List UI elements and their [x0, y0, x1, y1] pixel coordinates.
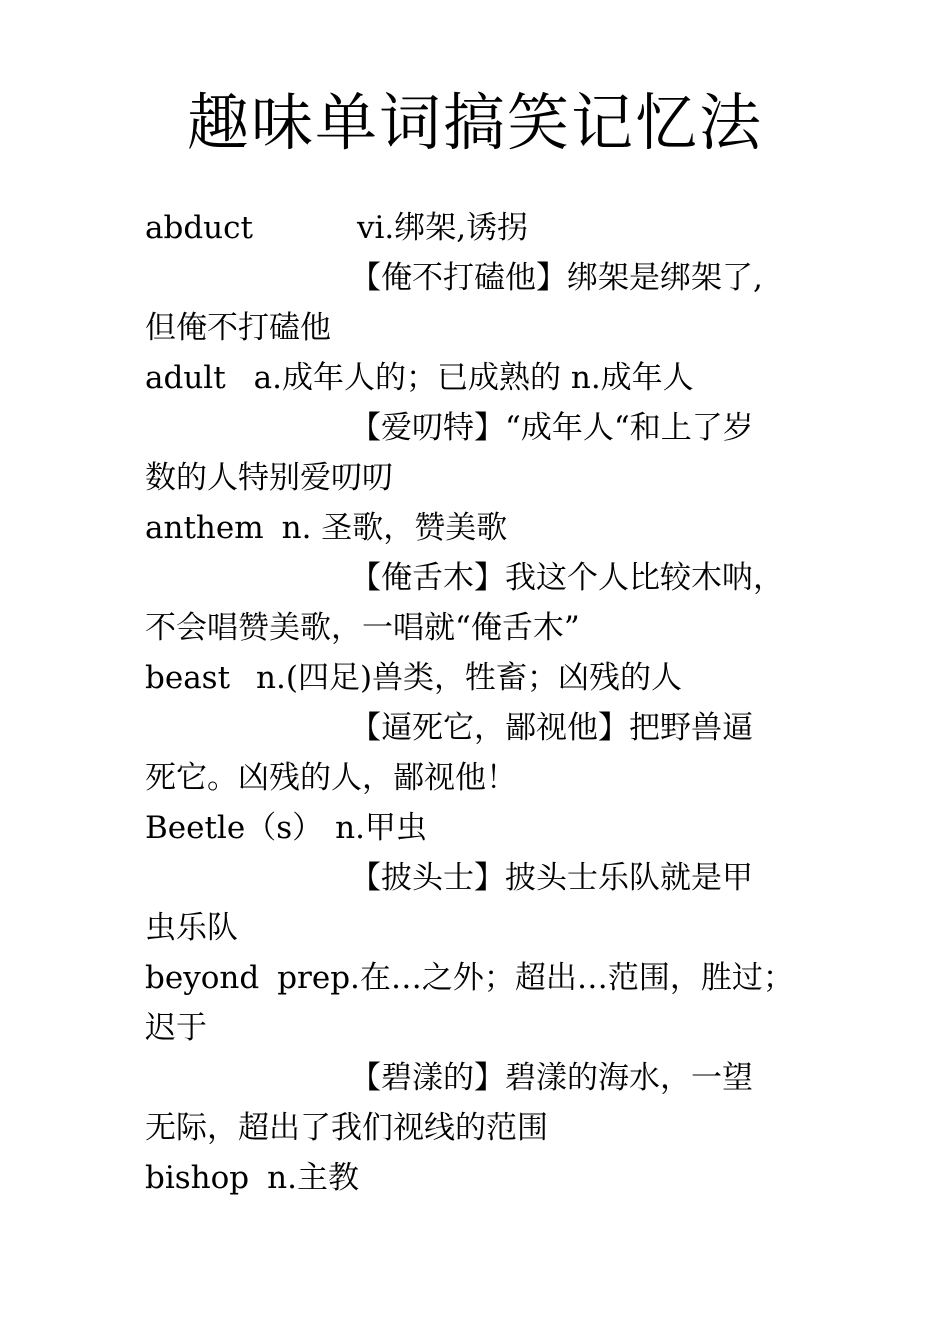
mnemonic-line: 【碧漾的】碧漾的海水，一望: [350, 1060, 753, 1096]
mnemonic-continuation: 死它。凶残的人，鄙视他！: [145, 760, 517, 796]
entry-headword-line: [145, 1153, 810, 1203]
headword: beyond: [145, 960, 260, 996]
document-title: 趣味单词搞笑记忆法: [186, 86, 763, 159]
definition: n.甲虫: [335, 810, 427, 846]
entry-headword-line: [145, 953, 810, 1003]
definition: vi.绑架,诱拐: [356, 210, 529, 246]
entry-headword-line: [145, 803, 810, 853]
mnemonic-continuation: 无际，超出了我们视线的范围: [145, 1110, 548, 1146]
definition: a.成年人的；已成熟的 n.成年人: [253, 360, 694, 396]
entry-headword-line: [145, 653, 810, 703]
mnemonic-line: 【俺舌木】我这个人比较木呐，: [350, 560, 784, 596]
entry-headword-line: [145, 353, 810, 403]
headword: bishop: [145, 1160, 250, 1196]
headword: Beetle（s）: [145, 810, 324, 846]
entry-headword-line: [145, 503, 810, 553]
definition-continuation: 迟于: [145, 1010, 207, 1046]
definition: n. 圣歌，赞美歌: [281, 510, 508, 546]
headword: beast: [145, 660, 231, 696]
mnemonic-line: 【爱叨特】“成年人“和上了岁: [350, 410, 754, 446]
mnemonic-continuation: 不会唱赞美歌，一唱就“俺舌木”: [145, 610, 580, 646]
headword: abduct: [145, 210, 253, 246]
headword: adult: [145, 360, 226, 396]
definition: n.(四足)兽类，牲畜；凶残的人: [256, 660, 683, 696]
definition: prep.在…之外；超出…范围，胜过；: [277, 960, 794, 996]
entry-headword-line: [145, 203, 810, 253]
mnemonic-line: 【逼死它，鄙视他】把野兽逼: [350, 710, 753, 746]
mnemonic-continuation: 数的人特别爱叨叨: [145, 460, 393, 496]
mnemonic-line: 【俺不打磕他】绑架是绑架了,: [350, 260, 763, 296]
mnemonic-continuation: 虫乐队: [145, 910, 238, 946]
headword: anthem: [145, 510, 264, 546]
mnemonic-continuation: 但俺不打磕他: [145, 310, 331, 346]
definition: n.主教: [267, 1160, 359, 1196]
mnemonic-line: 【披头士】披头士乐队就是甲: [350, 860, 753, 896]
vocabulary-list: [145, 203, 810, 1203]
